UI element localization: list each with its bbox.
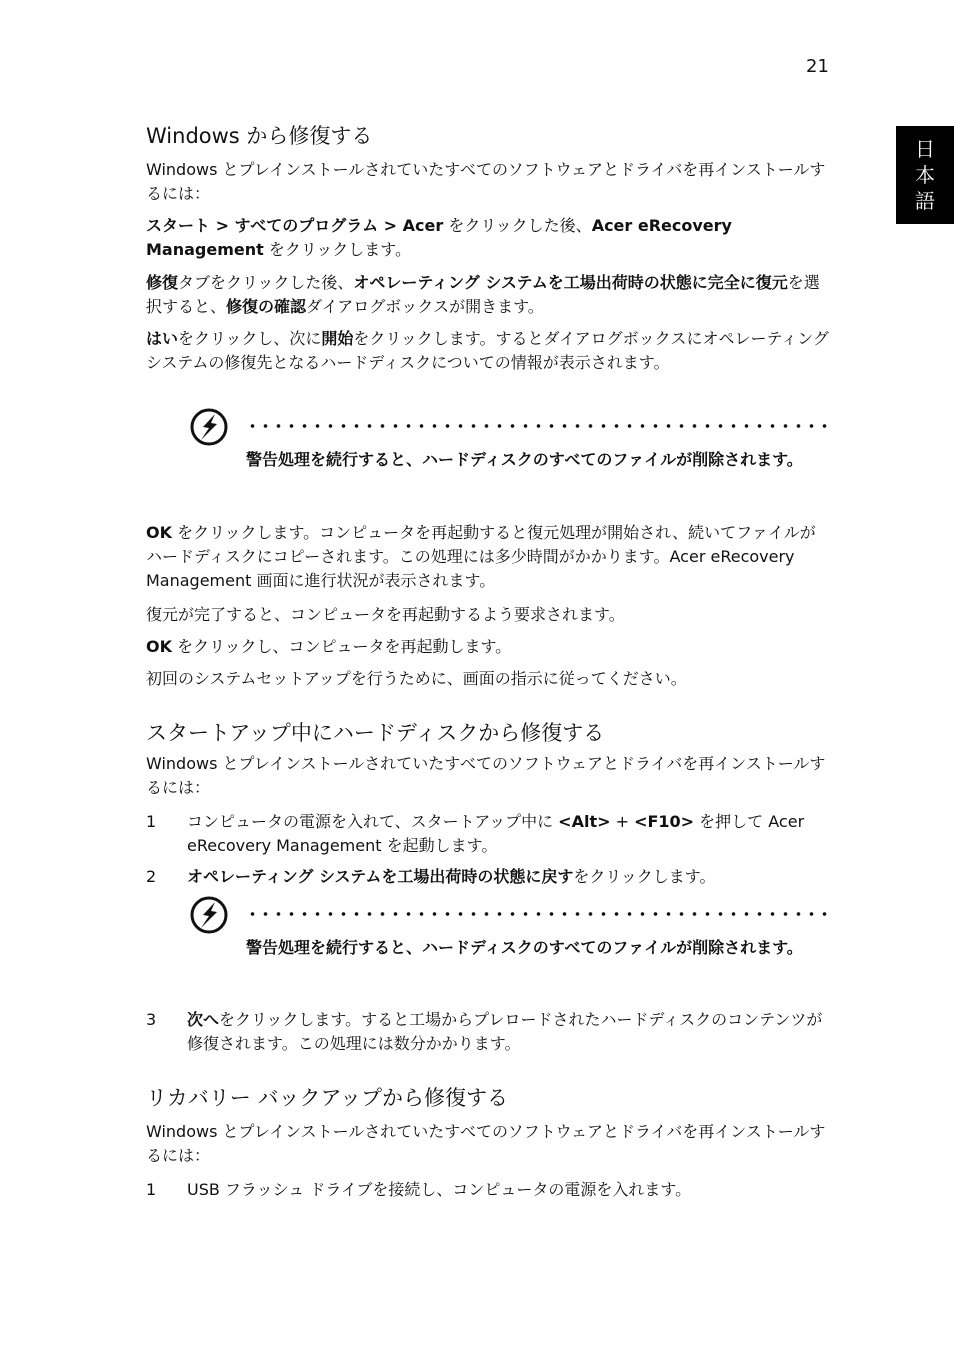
warning-text: 警告処理を続行すると、ハードディスクのすべてのファイルが削除されます。 xyxy=(246,938,803,957)
text-run: をクリックします。 xyxy=(573,867,716,886)
warning-text: 警告処理を続行すると、ハードディスクのすべてのファイルが削除されます。 xyxy=(246,450,803,469)
bold-text: 次へ xyxy=(187,1010,220,1029)
text-run: を押して Acer eRecovery Management を起動します。 xyxy=(187,812,805,855)
list-text xyxy=(187,810,830,858)
paragraph xyxy=(146,214,830,262)
dotted-divider xyxy=(246,424,830,428)
bold-text: スタート > すべてのプログラム > Acer xyxy=(146,216,444,235)
text-run: ダイアログボックスが開きます。 xyxy=(306,297,544,316)
bold-text: 修復の確認 xyxy=(226,297,307,316)
language-tab-char: 日 xyxy=(915,137,935,161)
warning-lightning-icon xyxy=(190,896,228,934)
bold-text: オペレーティング システムを工場出荷時の状態に完全に復元 xyxy=(353,273,788,292)
bold-text: <F10> xyxy=(634,812,695,831)
section-heading: スタートアップ中にハードディスクから修復する xyxy=(146,721,605,745)
bold-text: OK xyxy=(146,523,172,542)
paragraph xyxy=(146,327,830,375)
paragraph: Windows とプレインストールされていたすべてのソフトウェアとドライバを再インストールするには： xyxy=(146,754,826,797)
bold-text: オペレーティング システムを工場出荷時の状態に戻す xyxy=(187,867,574,886)
text-run: をクリックします。コンピュータを再起動すると復元処理が開始され、続いてファイルがハードディスクにコピーされます。この処理には多少時間がかかります。Acer eRecovery Management 画面に進行状況が表示されます。 xyxy=(146,523,816,590)
list-number: 1 xyxy=(146,1180,157,1199)
bold-text: 開始 xyxy=(321,329,354,348)
text-run: タブをクリックした後、 xyxy=(178,273,354,292)
section-heading: リカバリー バックアップから修復する xyxy=(146,1086,508,1110)
text-run: をクリックし、コンピュータを再起動します。 xyxy=(172,637,512,656)
bold-text: <Alt> xyxy=(558,812,611,831)
list-text xyxy=(187,865,830,889)
list-number: 2 xyxy=(146,867,157,886)
bold-text: はい xyxy=(146,329,179,348)
page-number: 21 xyxy=(806,56,829,77)
list-number: 3 xyxy=(146,1010,157,1029)
paragraph xyxy=(146,521,830,593)
paragraph: 初回のシステムセットアップを行うために、画面の指示に従ってください。 xyxy=(146,669,687,688)
list-text: USB フラッシュ ドライブを接続し、コンピュータの電源を入れます。 xyxy=(187,1180,692,1199)
paragraph: Windows とプレインストールされていたすべてのソフトウェアとドライバを再インストールするには： xyxy=(146,160,826,203)
text-run: を選択すると、 xyxy=(146,273,820,316)
list-text xyxy=(187,1008,830,1056)
bold-text: 修復 xyxy=(146,273,179,292)
section-heading: Windows から修復する xyxy=(146,124,373,148)
paragraph: Windows とプレインストールされていたすべてのソフトウェアとドライバを再インストールするには： xyxy=(146,1122,826,1165)
list-number: 1 xyxy=(146,812,157,831)
language-tab xyxy=(896,126,954,224)
paragraph xyxy=(146,635,830,659)
text-run: をクリックした後、 xyxy=(443,216,592,235)
text-run: をクリックします。すると工場からプレロードされたハードディスクのコンテンツが修復されます。この処理には数分かかります。 xyxy=(187,1010,823,1053)
bold-text: OK xyxy=(146,637,172,656)
text-run: コンピュータの電源を入れて、スタートアップ中に xyxy=(187,812,559,831)
dotted-divider xyxy=(246,912,830,916)
paragraph xyxy=(146,271,830,319)
language-tab-char: 本 xyxy=(915,163,935,187)
text-run: をクリックします。するとダイアログボックスにオペレーティングシステムの修復先となるハードディスクについての情報が表示されます。 xyxy=(146,329,829,372)
text-run: をクリックし、次に xyxy=(178,329,322,348)
warning-lightning-icon xyxy=(190,408,228,446)
text-run: + xyxy=(610,812,635,831)
paragraph: 復元が完了すると、コンピュータを再起動するよう要求されます。 xyxy=(146,605,625,624)
text-run: をクリックします。 xyxy=(263,240,411,259)
language-tab-char: 語 xyxy=(915,189,935,213)
bold-text: Acer eRecovery Management xyxy=(146,216,732,259)
